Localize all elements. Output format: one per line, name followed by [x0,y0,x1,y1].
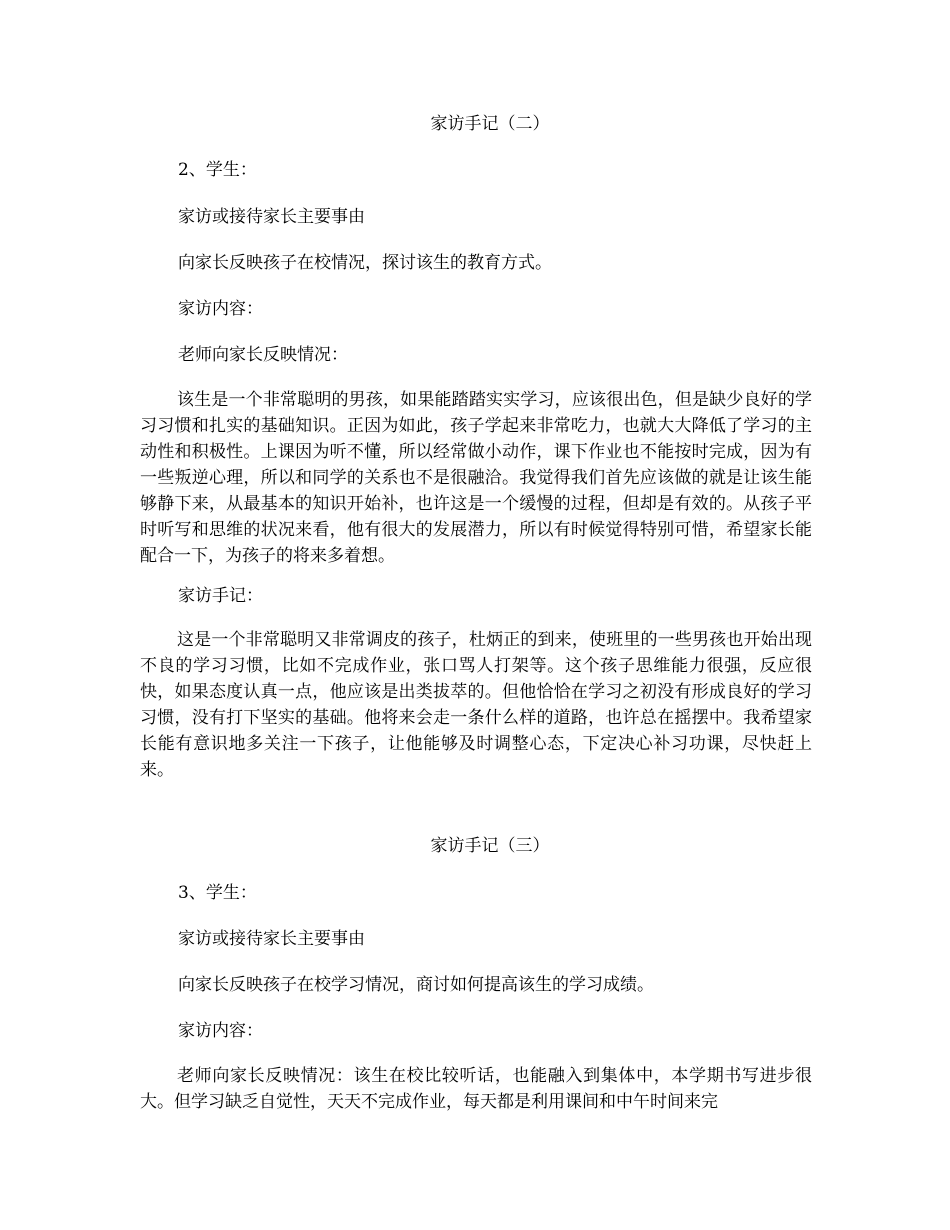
section3-teacher-report: 老师向家长反映情况：该生在校比较听话，也能融入到集体中，本学期书写进步很大。但学习缺乏自觉性，天天不完成作业，每天都是利用课间和中午时间来完 [140,1066,812,1112]
section3-reason-text: 向家长反映孩子在校学习情况，商讨如何提高该生的学习成绩。 [178,975,654,995]
section2-reason-text: 向家长反映孩子在校情况，探讨该生的教育方式。 [178,253,552,273]
section2-notes-paragraph: 这是一个非常聪明又非常调皮的孩子，杜炳正的到来，使班里的一些男孩也开始出现不良的学习习惯，比如不完成作业，张口骂人打架等。这个孩子思维能力很强，反应很快，如果态度认真一点，他应该是出类拔萃的。但他恰恰在学习之初没有形成良好的学习习惯，没有打下坚实的基础。他将来会走一条什么样的道路，也许总在摇摆中。我希望家长能有意识地多关注一下孩子，让他能够及时调整心态，下定决心补习功课，尽快赶上来。 [140,630,812,780]
section3-reason-heading: 家访或接待家长主要事由 [178,929,365,949]
section2-content-heading: 家访内容： [178,299,263,319]
section2-title: 家访手记（二） [430,114,550,134]
section2-student-label: 2、学生： [178,160,257,180]
section2-notes-heading: 家访手记： [178,586,263,606]
section3-content-heading: 家访内容： [178,1021,263,1041]
section2-reason-heading: 家访或接待家长主要事由 [178,207,365,227]
section3-title: 家访手记（三） [430,836,550,856]
section2-teacher-report: 该生是一个非常聪明的男孩，如果能踏踏实实学习，应该很出色，但是缺少良好的学习习惯和扎实的基础知识。正因为如此，孩子学起来非常吃力，也就大大降低了学习的主动性和积极性。上课因为听不懂，所以经常做小动作，课下作业也不能按时完成，因为有一些叛逆心理，所以和同学的关系也不是很融洽。我觉得我们首先应该做的就是让该生能够静下来，从最基本的知识开始补，也许这是一个缓慢的过程，但却是有效的。从孩子平时听写和思维的状况来看，他有很大的发展潜力，所以有时候觉得特别可惜，希望家长能配合一下，为孩子的将来多着想。 [140,390,812,566]
section3-student-label: 3、学生： [178,883,257,903]
section2-teacher-heading: 老师向家长反映情况： [178,345,348,365]
